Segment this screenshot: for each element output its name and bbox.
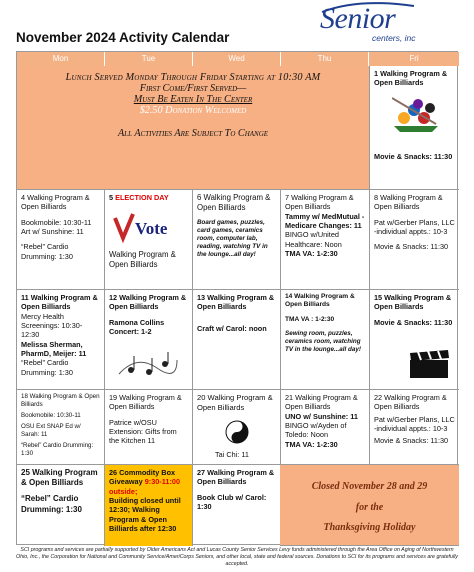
day-27-cell bbox=[193, 465, 281, 546]
day-12-title: 12 Walking Program & Open Billiards bbox=[109, 293, 187, 312]
closed-line-1: Closed November 28 and 29 bbox=[311, 481, 428, 492]
day-8-movie: Movie & Snacks: 11:30 bbox=[374, 242, 449, 252]
day-7-cell bbox=[281, 190, 370, 290]
day-15-title: 15 Walking Program & Open Billiards bbox=[374, 293, 452, 312]
day-7-tma: TMA VA: 1-2:30 bbox=[285, 248, 338, 258]
day-13-cell bbox=[193, 290, 281, 390]
thanksgiving-closed-banner bbox=[280, 465, 459, 546]
logo-subtitle: centers, inc bbox=[372, 33, 416, 43]
day-27-title: 27 Walking Program & Open Billiards bbox=[197, 468, 275, 487]
day-11-pharmd: Melissa Sherman, PharmD, Meijer: 11 bbox=[21, 339, 87, 358]
day-26-commodity: 26 Commodity Box Giveaway bbox=[109, 468, 176, 487]
day-18-snap: OSU Ext SNAP Ed w/ Sarah: 11 bbox=[21, 422, 81, 438]
day-14-tma: TMA VA : 1-2:30 bbox=[285, 315, 335, 323]
day-22-title: 22 Walking Program & Open Billiards bbox=[374, 393, 447, 412]
day-1-cell bbox=[370, 66, 459, 190]
day-header-mon: Mon bbox=[17, 52, 105, 66]
day-14-cell bbox=[281, 290, 370, 390]
banner-line-first-come: First Come/First Served— bbox=[139, 83, 247, 94]
logo-word: Senior bbox=[320, 2, 396, 35]
day-5-walking: Walking Program & Open Billiards bbox=[109, 250, 176, 269]
day-21-bingo: BINGO w/Ayden of Toledo: Noon bbox=[285, 420, 347, 440]
vote-icon bbox=[113, 210, 173, 244]
banner-line-subject: All Activities Are Subject To Change bbox=[117, 128, 269, 139]
yin-yang-icon bbox=[225, 420, 249, 444]
day-header-wed: Wed bbox=[193, 52, 281, 66]
day-1-movie: Movie & Snacks: 11:30 bbox=[374, 152, 453, 161]
day-21-title: 21 Walking Program & Open Billiards bbox=[285, 393, 358, 412]
calendar-grid bbox=[16, 51, 458, 545]
day-13-title: 13 Walking Program & Open Billiards bbox=[197, 293, 275, 312]
day-4-art: Art w/ Sunshine: 11 bbox=[21, 226, 84, 236]
day-12-concert: Ramona Collins Concert: 1-2 bbox=[109, 317, 165, 336]
day-14-title: 14 Walking Program & Open Billiards bbox=[285, 293, 355, 309]
music-notes-icon bbox=[117, 350, 179, 382]
day-7-title: 7 Walking Program & Open Billiards bbox=[285, 193, 354, 212]
day-4-title: 4 Walking Program & Open Billiards bbox=[21, 193, 90, 212]
day-18-cardio: “Rebel” Cardio Drumming: 1:30 bbox=[21, 441, 94, 457]
banner-line-donation: $2.50 Donation Welcomed bbox=[139, 105, 247, 116]
day-15-cell bbox=[370, 290, 459, 390]
day-19-osu: Patrice w/OSU Extension: Gifts from the Kitchen 11 bbox=[109, 417, 177, 446]
day-5-number: 5 bbox=[109, 193, 114, 202]
closed-line-3: Thanksgiving Holiday bbox=[323, 522, 416, 533]
day-11-title: 11 Walking Program & Open Billiards bbox=[21, 293, 98, 312]
day-25-title: 25 Walking Program & Open Billiards bbox=[21, 468, 98, 488]
banner-line-eaten: Must Be Eaten In The Center bbox=[133, 94, 253, 105]
day-11-cell bbox=[17, 290, 105, 390]
day-11-mercy: Mercy Health Screenings: 10:30-12:30 bbox=[21, 311, 83, 340]
day-15-movie: Movie & Snacks: 11:30 bbox=[374, 317, 453, 327]
day-8-gerber: Pat w/Gerber Plans, LLC -individual appts.: 10-3 bbox=[374, 217, 455, 236]
footer-note: SCI programs and services are partially supported by Older Americans Act and Lucas County Senior Services Levy funds administered through the Area Office on Aging of Northwestern Ohio, Inc., the Corporation for National and Community Service/AmeriCorps Seniors, and other local, state and federal sources. Donations to SCI for its programs and services are gratefully accepted. bbox=[16, 547, 458, 568]
day-4-cardio: “Rebel” Cardio Drumming: 1:30 bbox=[21, 242, 73, 261]
day-6-title: 6 Walking Program & Open Billiards bbox=[197, 193, 271, 212]
logo bbox=[318, 2, 444, 46]
day-26-closed: Building closed until 12:30; Walking Program & Open Billiards after 12:30 bbox=[109, 495, 181, 533]
day-header-thu: Thu bbox=[281, 52, 369, 66]
day-22-gerber: Pat w/Gerber Plans, LLC -individual appts.: 10-3 bbox=[374, 414, 455, 433]
day-8-title: 8 Walking Program & Open Billiards bbox=[374, 193, 443, 212]
vote-text: Vote bbox=[135, 219, 168, 238]
clapperboard-icon bbox=[408, 350, 450, 380]
day-7-bingo: BINGO w/United Healthcare: Noon bbox=[285, 230, 342, 249]
day-18-cell bbox=[17, 390, 105, 465]
day-19-title: 19 Walking Program & Open Billiards bbox=[109, 393, 182, 412]
day-header-fri: Fri bbox=[369, 52, 459, 66]
day-22-cell bbox=[370, 390, 459, 465]
day-21-tma: TMA VA: 1-2:30 bbox=[285, 439, 338, 449]
day-6-cell bbox=[193, 190, 281, 290]
day-18-title: 18 Walking Program & Open Billiards bbox=[21, 393, 100, 408]
day-25-cell bbox=[17, 465, 105, 546]
day-21-cell bbox=[281, 390, 370, 465]
page-title: November 2024 Activity Calendar bbox=[16, 30, 230, 45]
day-7-medmutual: Tammy w/ MedMutual - Medicare Changes: 11 bbox=[285, 211, 365, 230]
lunch-banner bbox=[17, 66, 370, 190]
day-1-title: 1 Walking Program & Open Billiards bbox=[374, 69, 448, 88]
day-19-cell bbox=[105, 390, 193, 465]
election-day-label: ELECTION DAY bbox=[115, 193, 169, 202]
day-21-uno: UNO w/ Sunshine: 11 bbox=[285, 411, 358, 421]
day-8-cell bbox=[370, 190, 459, 290]
closed-line-2: for the bbox=[355, 501, 384, 513]
day-20-cell bbox=[193, 390, 281, 465]
day-25-cardio: “Rebel” Cardio Drumming: 1:30 bbox=[21, 494, 82, 514]
billiards-icon bbox=[392, 96, 440, 134]
day-20-taichi: Tai Chi: 11 bbox=[215, 450, 249, 459]
day-4-bookmobile: Bookmobile: 10:30-11 bbox=[21, 217, 92, 227]
day-header-tue: Tue bbox=[105, 52, 193, 66]
day-14-activities: Sewing room, puzzles, ceramics room, watching TV in the lounge...all day! bbox=[285, 330, 361, 354]
day-12-cell bbox=[105, 290, 193, 390]
banner-line-lunch: Lunch Served Monday Through Friday Starting at 10:30 AM bbox=[65, 72, 321, 83]
day-4-cell bbox=[17, 190, 105, 290]
day-5-cell bbox=[105, 190, 193, 290]
day-13-craft: Craft w/ Carol: noon bbox=[197, 323, 267, 333]
day-27-bookclub: Book Club w/ Carol: 1:30 bbox=[197, 492, 267, 511]
day-20-title: 20 Walking Program & Open Billiards bbox=[197, 393, 273, 412]
day-26-time: 9:30-11:00 outside; bbox=[109, 477, 180, 496]
day-11-cardio: “Rebel” Cardio Drumming: 1:30 bbox=[21, 358, 73, 377]
day-26-cell bbox=[105, 465, 193, 546]
day-6-activities: Board games, puzzles, card games, ceramics room, computer lab, reading, watching TV in the lounge...all day! bbox=[197, 218, 268, 259]
day-18-bookmobile: Bookmobile: 10:30-11 bbox=[21, 411, 81, 419]
day-22-movie: Movie & Snacks: 11:30 bbox=[374, 436, 449, 446]
